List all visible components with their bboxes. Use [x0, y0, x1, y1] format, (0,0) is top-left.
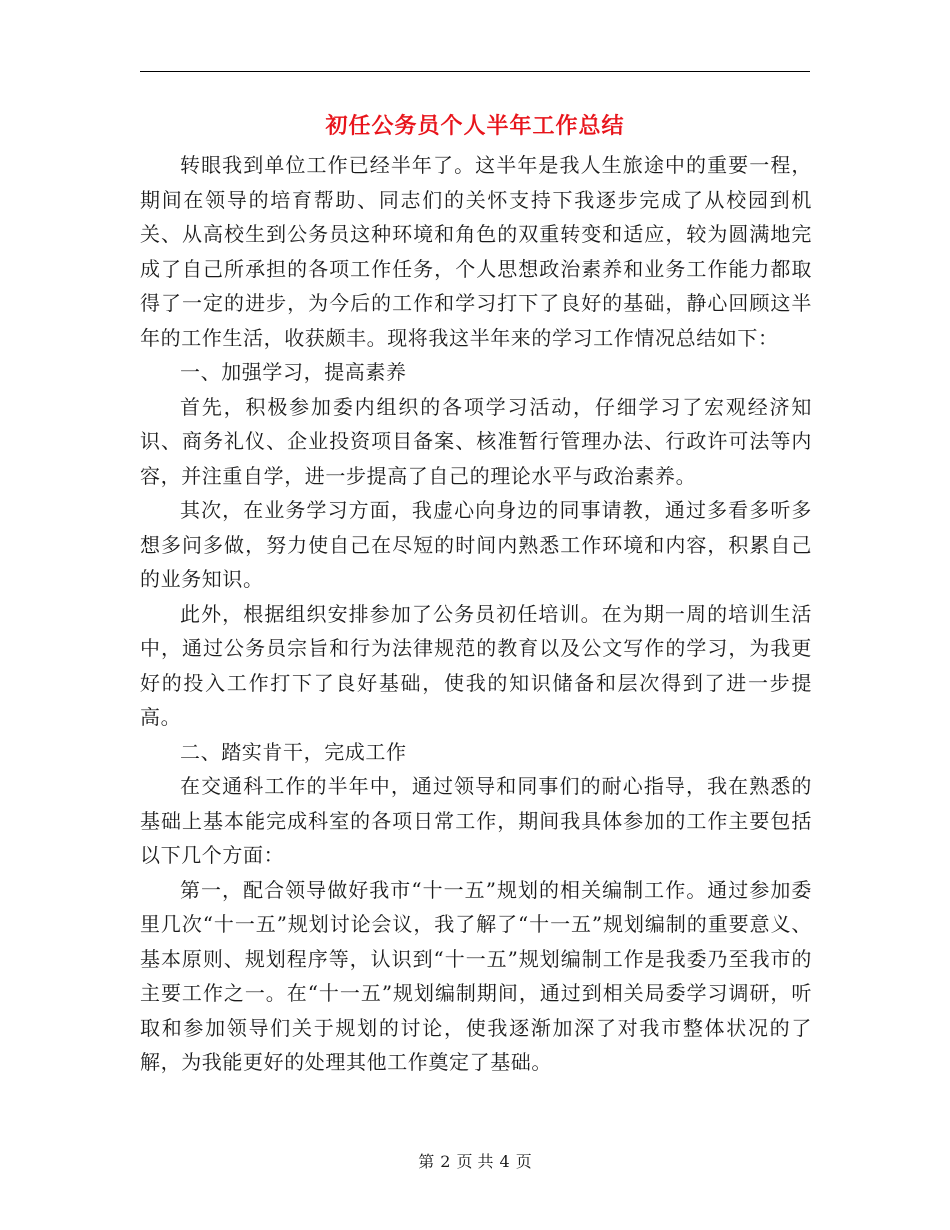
total-pages-number: 4: [499, 1152, 510, 1171]
paragraph: 在交通科工作的半年中，通过领导和同事们的耐心指导，我在熟悉的基础上基本能完成科室的各项日常工作，期间我具体参加的工作主要包括以下几个方面：: [140, 774, 812, 867]
paragraph-intro: 转眼我到单位工作已经半年了。这半年是我人生旅途中的重要一程，期间在领导的培育帮助、同志们的关怀支持下我逐步完成了从校园到机关、从高校生到公务员这种环境和角色的双重转变和适应，较为圆满地完成了自己所承担的各项工作任务，个人思想政治素养和业务工作能力都取得了一定的进步，为今后的工作和学习打下了良好的基础，静心回顾这半年的工作生活，收获颇丰。现将我这半年来的学习工作情况总结如下：: [140, 153, 812, 350]
page-footer: [0, 1150, 950, 1174]
paragraph: 第一，配合领导做好我市“十一五”规划的相关编制工作。通过参加委里几次“十一五”规划讨论会议，我了解了“十一五”规划编制的重要意义、基本原则、规划程序等，认识到“十一五”规划编制工作是我委乃至我市的主要工作之一。在“十一五”规划编制期间，通过到相关局委学习调研，听取和参加领导们关于规划的讨论，使我逐渐加深了对我市整体状况的了解，为我能更好的处理其他工作奠定了基础。: [140, 877, 812, 1074]
document-body: [140, 148, 812, 1080]
section-heading-1: 一、加强学习，提高素养: [180, 360, 407, 384]
section-heading-2: 二、踏实肯干，完成工作: [180, 739, 407, 764]
paragraph: 首先，积极参加委内组织的各项学习活动，仔细学习了宏观经济知识、商务礼仪、企业投资项目备案、核准暂行管理办法、行政许可法等内容，并注重自学，进一步提高了自己的理论水平与政治素养。: [140, 394, 812, 488]
footer-suffix: 页: [515, 1152, 532, 1171]
header-rule: [140, 71, 810, 72]
paragraph: 其次，在业务学习方面，我虚心向身边的同事请教，通过多看多听多想多问多做，努力使自己在尽短的时间内熟悉工作环境和内容，积累自己的业务知识。: [140, 498, 812, 591]
footer-mid: 页 共: [456, 1152, 494, 1171]
paragraph: 此外，根据组织安排参加了公务员初任培训。在为期一周的培训生活中，通过公务员宗旨和行为法律规范的教育以及公文写作的学习，为我更好的投入工作打下了良好基础，使我的知识储备和层次得到了进一步提高。: [140, 601, 812, 729]
document-title: 初任公务员个人半年工作总结: [325, 113, 625, 139]
current-page-number: 2: [440, 1152, 451, 1171]
footer-prefix: 第: [418, 1152, 435, 1171]
